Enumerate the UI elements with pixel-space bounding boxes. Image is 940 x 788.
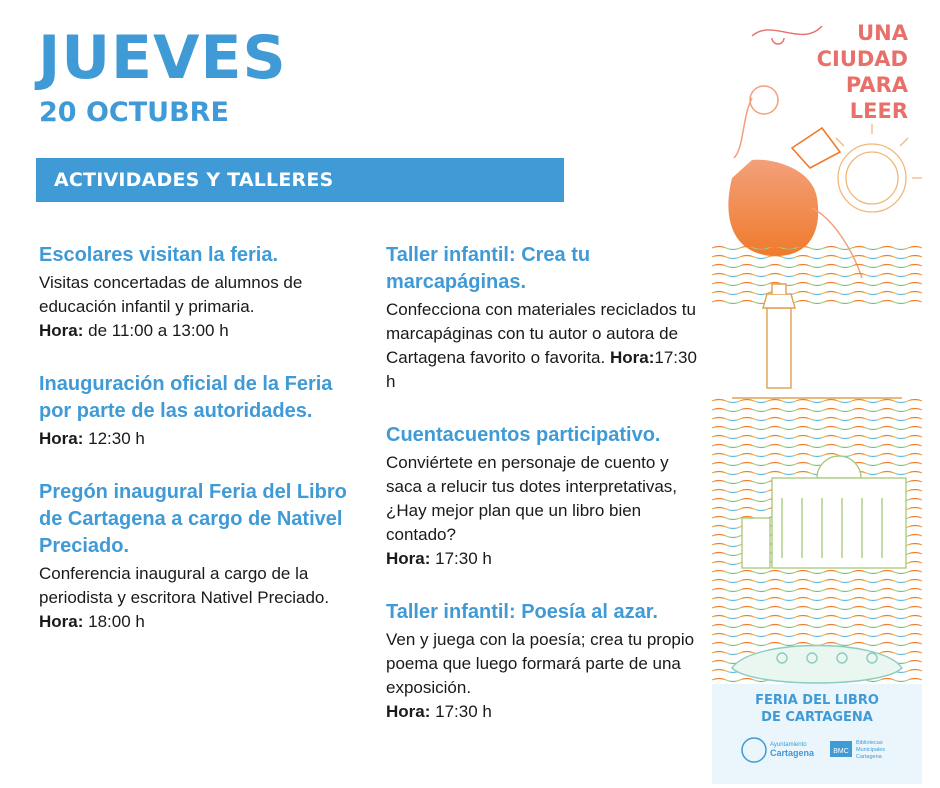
wave-line: [712, 436, 922, 439]
time-label: Hora:: [609, 348, 655, 367]
wave-line: [712, 292, 922, 295]
wave-line: [712, 301, 922, 304]
poster-illustration: [712, 8, 922, 784]
wave-line: [712, 283, 922, 286]
activity-description: Ven y juega con la poesía; crea tu propio poema que luego formará parte de una exposición.: [386, 630, 695, 697]
slogan-line: CIUDAD: [816, 47, 908, 71]
wave-line: [712, 256, 922, 259]
event-line: FERIA DEL LIBRO: [755, 693, 879, 708]
logo-abbr: BMC: [833, 748, 849, 755]
lighthouse-icon: [732, 284, 902, 398]
activities-left-column: [39, 242, 369, 662]
event-line: DE CARTAGENA: [761, 710, 873, 725]
activities-right-column: [386, 242, 706, 752]
logo-text: Cartagena: [856, 754, 882, 760]
activity-description: Conviértete en personaje de cuento y saca a relucir tus dotes interpretativas, ¿Hay mejor plan que un libro bien contado?: [386, 453, 678, 544]
wave-line: [712, 400, 922, 403]
activity-description: Conferencia inaugural a cargo de la periodista y escritora Nativel Preciado.: [39, 564, 330, 607]
wave-line: [712, 265, 922, 268]
activity-title: Taller infantil: Poesía al azar.: [386, 601, 658, 623]
activity-title: Inauguración oficial de la Feria por parte de las autoridades.: [39, 373, 333, 422]
slogan-line: LEER: [849, 99, 908, 123]
wave-line: [712, 427, 922, 430]
submarine-icon: [732, 646, 902, 684]
activity-item: [39, 371, 369, 451]
wave-line: [712, 445, 922, 448]
activity-item: [386, 242, 706, 394]
time-value: 17:30 h: [435, 702, 492, 721]
wave-line: [712, 454, 922, 457]
time-label: Hora:: [39, 429, 84, 448]
wave-line: [712, 634, 922, 637]
activity-time: [386, 700, 706, 724]
time-value: 17:30 h: [386, 348, 697, 391]
time-label: Hora:: [39, 612, 84, 631]
slogan-line: UNA: [857, 21, 908, 45]
activity-title: Pregón inaugural Feria del Libro de Cartagena a cargo de Nativel Preciado.: [39, 481, 347, 557]
time-label: Hora:: [386, 549, 431, 568]
wave-line: [712, 607, 922, 610]
slogan: [817, 21, 909, 123]
wave-line: [712, 616, 922, 619]
activity-title: Taller infantil: Crea tu marcapáginas.: [386, 244, 591, 293]
activity-title: Cuentacuentos participativo.: [386, 424, 661, 446]
time-value: 12:30 h: [88, 429, 145, 448]
time-label: Hora:: [386, 702, 431, 721]
logo-text: Municipales: [856, 747, 886, 753]
activity-item: [39, 242, 369, 343]
libraries-logo: [830, 740, 885, 760]
wave-line: [712, 589, 922, 592]
time-label: Hora:: [39, 321, 84, 340]
date-subtitle: 20 OCTUBRE: [39, 97, 229, 128]
sun-icon: [836, 124, 922, 212]
wave-line: [712, 580, 922, 583]
wave-line: [712, 418, 922, 421]
time-value: 17:30 h: [435, 549, 492, 568]
section-banner: ACTIVIDADES Y TALLERES: [36, 158, 564, 202]
wave-line: [712, 247, 922, 250]
logo-text: Bibliotecas: [856, 740, 883, 746]
activity-time: [39, 319, 369, 343]
activity-item: [386, 599, 706, 724]
activity-item: [39, 479, 369, 634]
wave-line: [712, 409, 922, 412]
wave-line: [712, 571, 922, 574]
activity-time: [386, 547, 706, 571]
wave-line: [712, 625, 922, 628]
book-fair-bookmark-poster: [712, 8, 922, 784]
wave-line: [712, 274, 922, 277]
wave-line: [712, 598, 922, 601]
logo-text: Ayuntamiento: [770, 742, 807, 748]
slogan-line: PARA: [845, 73, 908, 97]
swirl-ornament: [752, 26, 822, 44]
wave-lines: [712, 247, 922, 682]
activity-item: [386, 422, 706, 571]
time-value: 18:00 h: [88, 612, 145, 631]
day-title: JUEVES: [38, 23, 287, 93]
activity-title: Escolares visitan la feria.: [39, 244, 279, 266]
time-value: de 11:00 a 13:00 h: [88, 321, 229, 340]
logo-text: Cartagena: [770, 748, 815, 758]
wave-line: [712, 463, 922, 466]
activity-description: Visitas concertadas de alumnos de educación infantil y primaria.: [39, 273, 303, 316]
activity-description: [386, 298, 706, 394]
activity-time: [39, 427, 369, 451]
activity-time: [39, 610, 369, 634]
description-text: Confecciona con materiales reciclados tu marcapáginas con tu autor o autora de Cartagena favorito o favorita.: [386, 300, 696, 367]
